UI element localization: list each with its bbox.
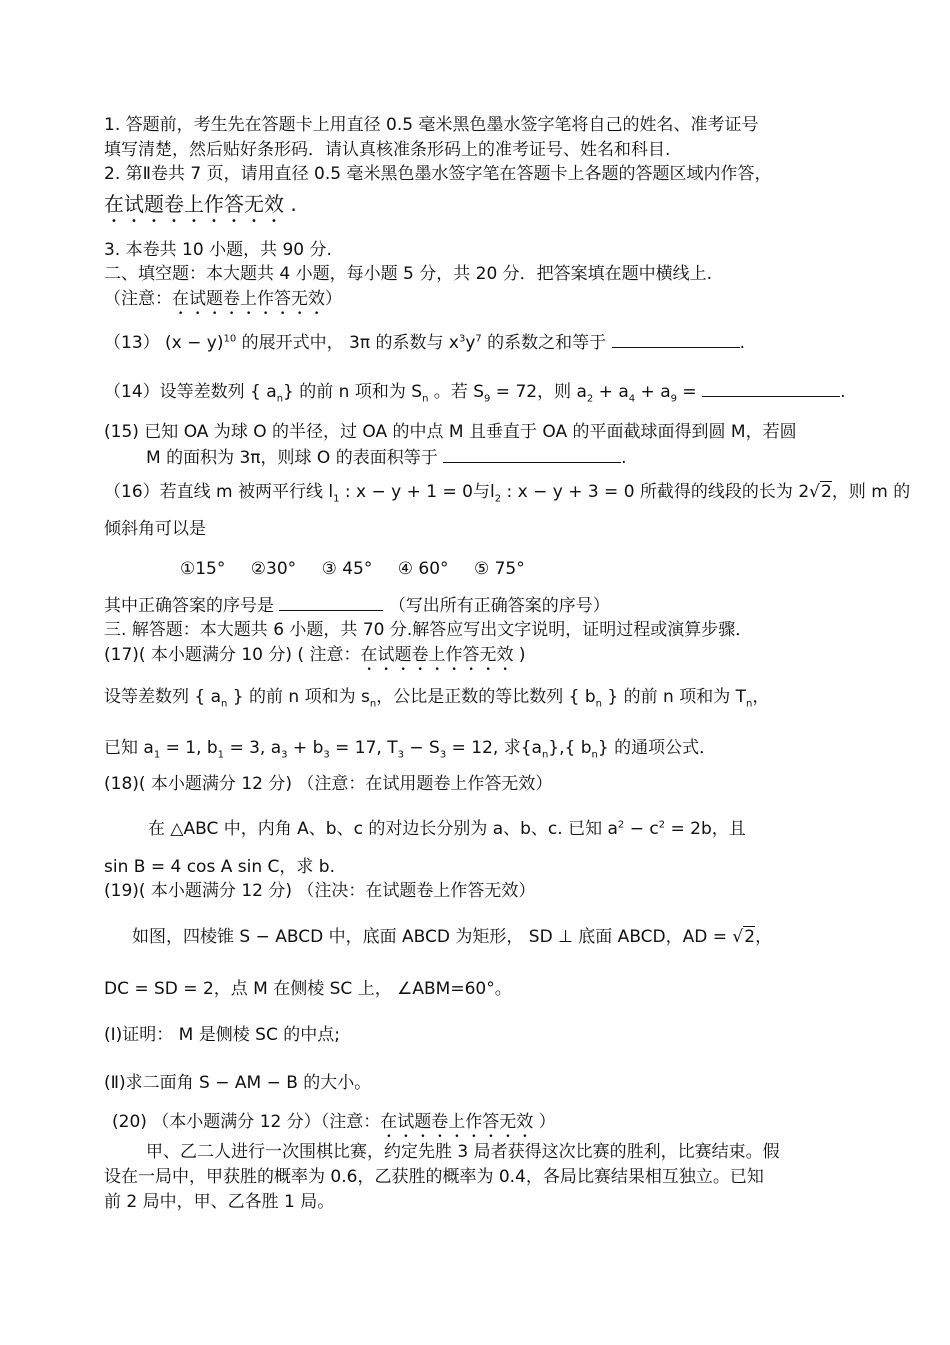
question-18-line1: 在 △ABC 中，内角 A、b、c 的对边长分别为 a、b、c. 已知 $a^2 - c^2 = 2b$，且 — [148, 819, 746, 839]
question-20-header: (20) （本小题满分 12 分）（注意：在试题卷上作答无效 ） — [112, 1112, 556, 1132]
question-15a: (15) 已知 OA 为球 O 的半径，过 OA 的中点 M 且垂直于 OA 的平面截球面得到圆 M，若圆 — [104, 422, 797, 442]
question-16c: 其中正确答案的序号是 （写出所有正确答案的序号） — [104, 596, 610, 616]
instruction-2: 2. 第Ⅱ卷共 7 页，请用直径 0.5 毫米黑色墨水签字笔在答题卡上各题的答题区域内作答， — [104, 164, 772, 184]
answer-blank[interactable] — [443, 446, 621, 463]
answer-blank[interactable] — [612, 331, 740, 348]
question-18-line2: sin B = 4 cos A sin C，求 b. — [104, 857, 335, 877]
question-16b: 倾斜角可以是 — [104, 519, 206, 539]
question-20-line1: 甲、乙二人进行一次围棋比赛，约定先胜 3 局者获得这次比赛的胜利，比赛结束。假 — [146, 1142, 780, 1162]
question-19-header: (19)( 本小题满分 12 分) （注决：在试题卷上作答无效） — [104, 881, 536, 901]
question-13: （13） $(x - y)^{10}$ 的展开式中， 3π 的系数与 $x^3y^7$ 的系数之和等于 . — [104, 333, 745, 353]
question-17-line2: 已知 $a_1 = 1$, $b_1 = 3$, $a_3 + b_3 = 17$, $T_3 - S_3 = 12$, 求$\{a_n\}$,{ $b_n$} 的通项公式． — [104, 738, 717, 761]
answer-blank[interactable] — [279, 594, 383, 611]
instruction-2-emphasis: 在试题卷上作答无效 . — [104, 192, 297, 216]
instruction-3: 3. 本卷共 10 小题，共 90 分. — [104, 240, 332, 260]
answer-blank[interactable] — [702, 380, 840, 397]
question-20-line2: 设在一局中，甲获胜的概率为 0.6，乙获胜的概率为 0.4，各局比赛结果相互独立。已知 — [104, 1167, 764, 1187]
question-15b: M 的面积为 3π，则球 O 的表面积等于 . — [146, 448, 627, 468]
section-2-header: 二、填空题：本大题共 4 小题，每小题 5 分，共 20 分．把答案填在题中横线上. — [104, 264, 713, 284]
question-14: （14）设等差数列 { $a_n$} 的前 n 项和为 $S_n$ 。若 $S_9 = 72$，则 $a_2 + a_4 + a_9$ = . — [104, 382, 846, 405]
question-17-header: (17)( 本小题满分 10 分) ( 注意：在试题卷上作答无效 ) — [104, 645, 526, 665]
section-3-header: 三. 解答题：本大题共 6 小题，共 70 分.解答应写出文字说明，证明过程或演算步骤． — [104, 620, 753, 640]
section-2-note: （注意：在试题卷上作答无效） — [104, 289, 342, 309]
question-19-part2: (Ⅱ)求二面角 S − AM − B 的大小。 — [104, 1073, 372, 1093]
instruction-1a: 1. 答题前，考生先在答题卡上用直径 0.5 毫米黑色墨水签字笔将自己的姓名、准考证号 — [104, 115, 759, 135]
question-19-line2: DC = SD = 2，点 M 在侧棱 SC 上， ∠ABM=60°。 — [104, 979, 512, 999]
question-20-line3: 前 2 局中，甲、乙各胜 1 局。 — [104, 1192, 335, 1212]
question-19-line1: 如图，四棱锥 S − ABCD 中，底面 ABCD 为矩形， SD ⊥ 底面 ABCD，AD = √2， — [132, 927, 773, 947]
question-16-options: ①15° ②30° ③ 45° ④ 60° ⑤ 75° — [180, 559, 525, 579]
question-18-header: (18)( 本小题满分 12 分) （注意：在试用题卷上作答无效） — [104, 774, 553, 794]
instruction-1b: 填写清楚，然后贴好条形码．请认真核准条形码上的准考证号、姓名和科目. — [104, 140, 671, 160]
question-16a: （16）若直线 m 被两平行线 $l_1$ : x − y + 1 = 0与$l_2$ : x − y + 3 = 0 所截得的线段的长为 2√2，则 m 的 — [104, 482, 911, 505]
question-19-part1: (Ⅰ)证明： M 是侧棱 SC 的中点; — [104, 1025, 340, 1045]
question-17-line1: 设等差数列 { $a_n$ } 的前 n 项和为 $s_n$，公比是正数的等比数列 { $b_n$ } 的前 n 项和为 $T_n$， — [104, 687, 770, 710]
